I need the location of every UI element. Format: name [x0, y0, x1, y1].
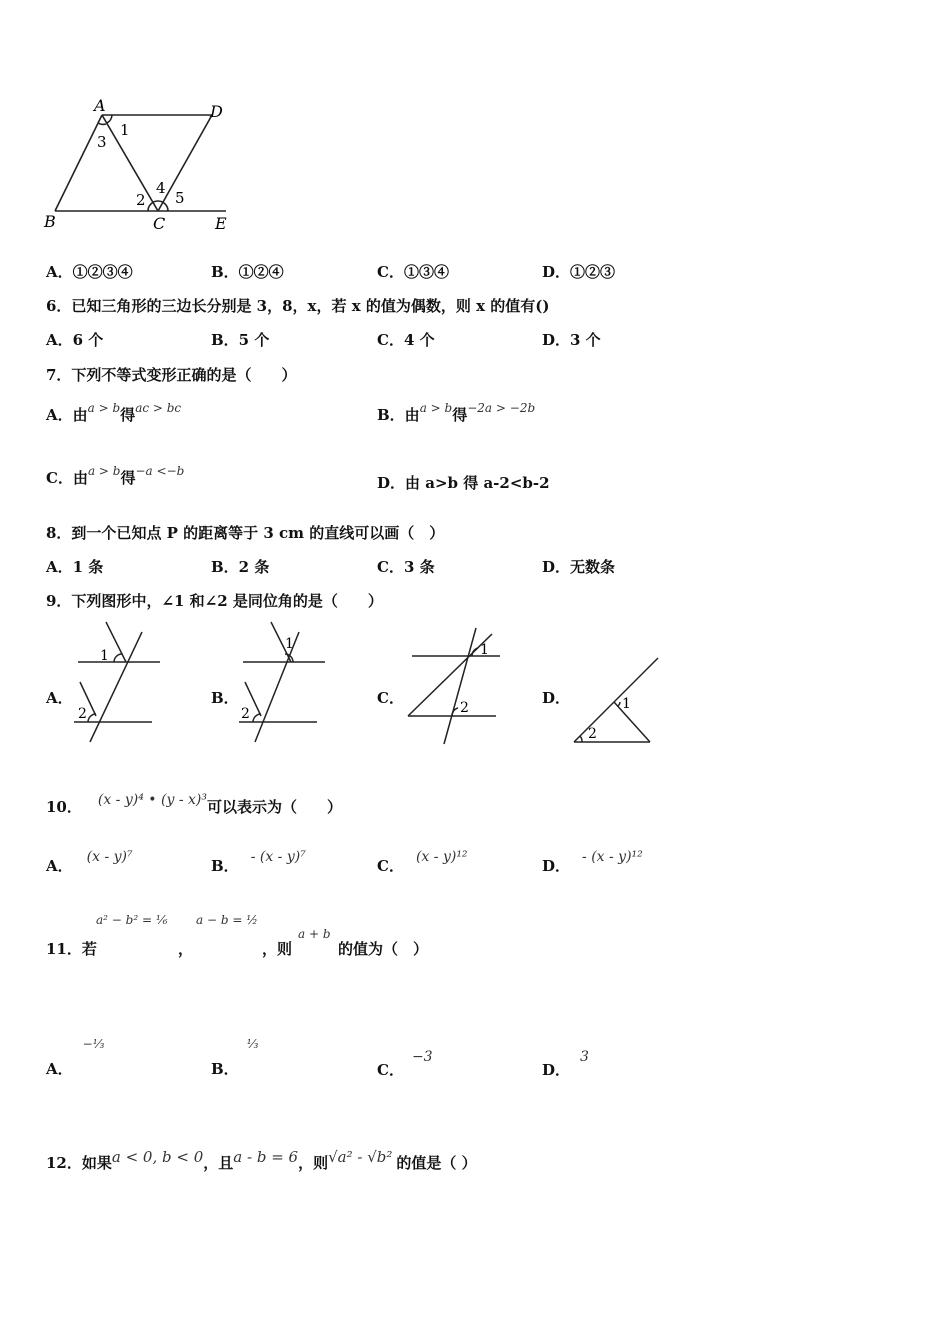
q12-mid2: ，则	[298, 1154, 329, 1172]
q11-eq2: a − b = ½	[196, 913, 258, 927]
q5-figure	[40, 95, 240, 235]
q9d-label1: 1	[622, 696, 631, 712]
q9-option-d[interactable]: D．	[542, 689, 571, 707]
q7-b-res: −2a > −2b	[467, 401, 536, 415]
q11-c-val: −3	[411, 1049, 433, 1065]
q7-option-b[interactable]	[377, 401, 536, 425]
q6-option-d[interactable]: D．3 个	[542, 331, 601, 349]
q7-option-c[interactable]	[46, 464, 185, 488]
q10-option-b[interactable]	[211, 845, 306, 875]
q7-a-res: ac > bc	[135, 401, 182, 415]
q7-b-de: 得	[452, 406, 468, 424]
q11-option-c[interactable]	[377, 1045, 433, 1079]
q7-option-d[interactable]: D．由 a>b 得 a-2<b-2	[377, 474, 550, 492]
q5-option-b[interactable]: B．①②④	[211, 263, 284, 281]
label-angle4: 4	[156, 179, 166, 197]
q11-option-a[interactable]	[46, 1032, 105, 1078]
q10-d-expr: - (x - y)¹²	[582, 849, 643, 865]
q8-option-a[interactable]: A．1 条	[46, 558, 104, 576]
label-C: C	[153, 214, 166, 233]
q9-option-b[interactable]: B．	[211, 689, 239, 707]
q6-stem: 6．已知三角形的三边长分别是 3，8，x，若 x 的值为偶数，则 x 的值有()	[46, 297, 550, 315]
q5-option-c[interactable]: C．①③④	[377, 263, 449, 281]
q11-c-label: C．	[377, 1061, 404, 1079]
q10-option-c[interactable]	[377, 845, 468, 875]
q6-option-a[interactable]: A．6 个	[46, 331, 104, 349]
q5-option-d[interactable]: D．①②③	[542, 263, 616, 281]
label-angle2: 2	[136, 191, 146, 209]
q7-c-label: C．由	[46, 469, 88, 487]
label-angle1: 1	[120, 121, 130, 139]
q11-tail: 的值为（ ）	[338, 940, 429, 958]
arc-angle1	[107, 115, 112, 123]
q10-d-label: D．	[542, 857, 571, 875]
q8-option-c[interactable]: C．3 条	[377, 558, 435, 576]
q11-d-label: D．	[542, 1061, 571, 1079]
q10-c-label: C．	[377, 857, 404, 875]
label-D: D	[210, 102, 223, 121]
q9-option-a[interactable]: A．	[46, 689, 73, 707]
q10-label: 10．	[46, 798, 82, 816]
q8-option-d[interactable]: D．无数条	[542, 558, 616, 576]
line-AC	[102, 115, 158, 211]
q10-expr: (x - y)⁴ • (y - x)³	[97, 792, 207, 808]
q9a-label1: 1	[100, 648, 109, 664]
q8-option-b[interactable]: B．2 条	[211, 558, 270, 576]
q11-comma1: ，	[178, 940, 194, 958]
q9-figure-d	[566, 654, 666, 748]
q9c-label2: 2	[460, 700, 469, 716]
q9-figure-c	[400, 626, 510, 748]
q10-b-expr: - (x - y)⁷	[250, 849, 306, 865]
q11-label: 11．若	[46, 940, 97, 958]
label-E: E	[215, 214, 227, 233]
q9b-label2: 2	[241, 706, 250, 722]
label-angle5: 5	[175, 189, 185, 207]
q9-figure-b	[235, 618, 335, 746]
q5-option-a[interactable]: A．①②③④	[46, 263, 133, 281]
q11-option-b[interactable]	[211, 1032, 259, 1078]
q7-a-cond: a > b	[87, 401, 121, 415]
q12-cond: a < 0, b < 0	[111, 1148, 204, 1166]
q12-mid: ，且	[203, 1154, 234, 1172]
q9d-label2: 2	[588, 726, 597, 742]
line-DC	[158, 115, 212, 211]
line-AB	[55, 115, 102, 211]
q10-a-label: A．	[46, 857, 73, 875]
q7-c-de: 得	[120, 469, 136, 487]
q12-label: 12．如果	[46, 1154, 112, 1172]
label-B: B	[44, 212, 56, 231]
q11-b-label: B．	[211, 1060, 239, 1078]
q6-option-c[interactable]: C．4 个	[377, 331, 435, 349]
q11-eq1: a² − b² = ⅙	[96, 913, 168, 927]
q11-a-val: −⅓	[82, 1037, 105, 1051]
q7-b-cond: a > b	[419, 401, 453, 415]
q7-a-de: 得	[120, 406, 136, 424]
q12-stem	[46, 1146, 477, 1172]
q9-stem: 9．下列图形中，∠1 和∠2 是同位角的是（ ）	[46, 592, 383, 610]
q7-stem: 7．下列不等式变形正确的是（ ）	[46, 366, 297, 384]
q8-stem: 8．到一个已知点 P 的距离等于 3 cm 的直线可以画（ ）	[46, 524, 445, 542]
q7-a-label: A．由	[46, 406, 88, 424]
q10-a-expr: (x - y)⁷	[86, 849, 133, 865]
q7-c-cond: a > b	[87, 464, 121, 478]
q6-option-b[interactable]: B．5 个	[211, 331, 270, 349]
q9c-label1: 1	[480, 642, 489, 658]
q11-target: a + b	[298, 927, 331, 941]
q9b-label1: 1	[285, 636, 294, 652]
q11-a-label: A．	[46, 1060, 73, 1078]
label-angle3: 3	[97, 133, 107, 151]
q12-expr: √a² - √b²	[328, 1148, 393, 1166]
q10-stem	[46, 788, 342, 816]
arc-angle3	[98, 123, 106, 124]
q12-tail: 的值是（ ）	[396, 1154, 477, 1172]
q11-b-val: ⅓	[246, 1037, 259, 1051]
q10-b-label: B．	[211, 857, 239, 875]
q10-tail: 可以表示为（ ）	[206, 798, 342, 816]
q10-option-d[interactable]	[542, 845, 643, 875]
q7-option-a[interactable]	[46, 401, 182, 425]
q11-option-d[interactable]	[542, 1045, 589, 1079]
q9-option-c[interactable]: C．	[377, 689, 404, 707]
q12-eq: a - b = 6	[233, 1148, 299, 1166]
q10-option-a[interactable]	[46, 845, 133, 875]
q7-c-res: −a <−b	[135, 464, 185, 478]
q9-figure-a	[70, 618, 170, 746]
q10-c-expr: (x - y)¹²	[415, 849, 468, 865]
label-A: A	[94, 96, 106, 115]
q11-d-val: 3	[580, 1049, 589, 1065]
q7-b-label: B．由	[377, 406, 420, 424]
q11-comma2: ，则	[262, 940, 293, 958]
q9a-label2: 2	[78, 706, 87, 722]
